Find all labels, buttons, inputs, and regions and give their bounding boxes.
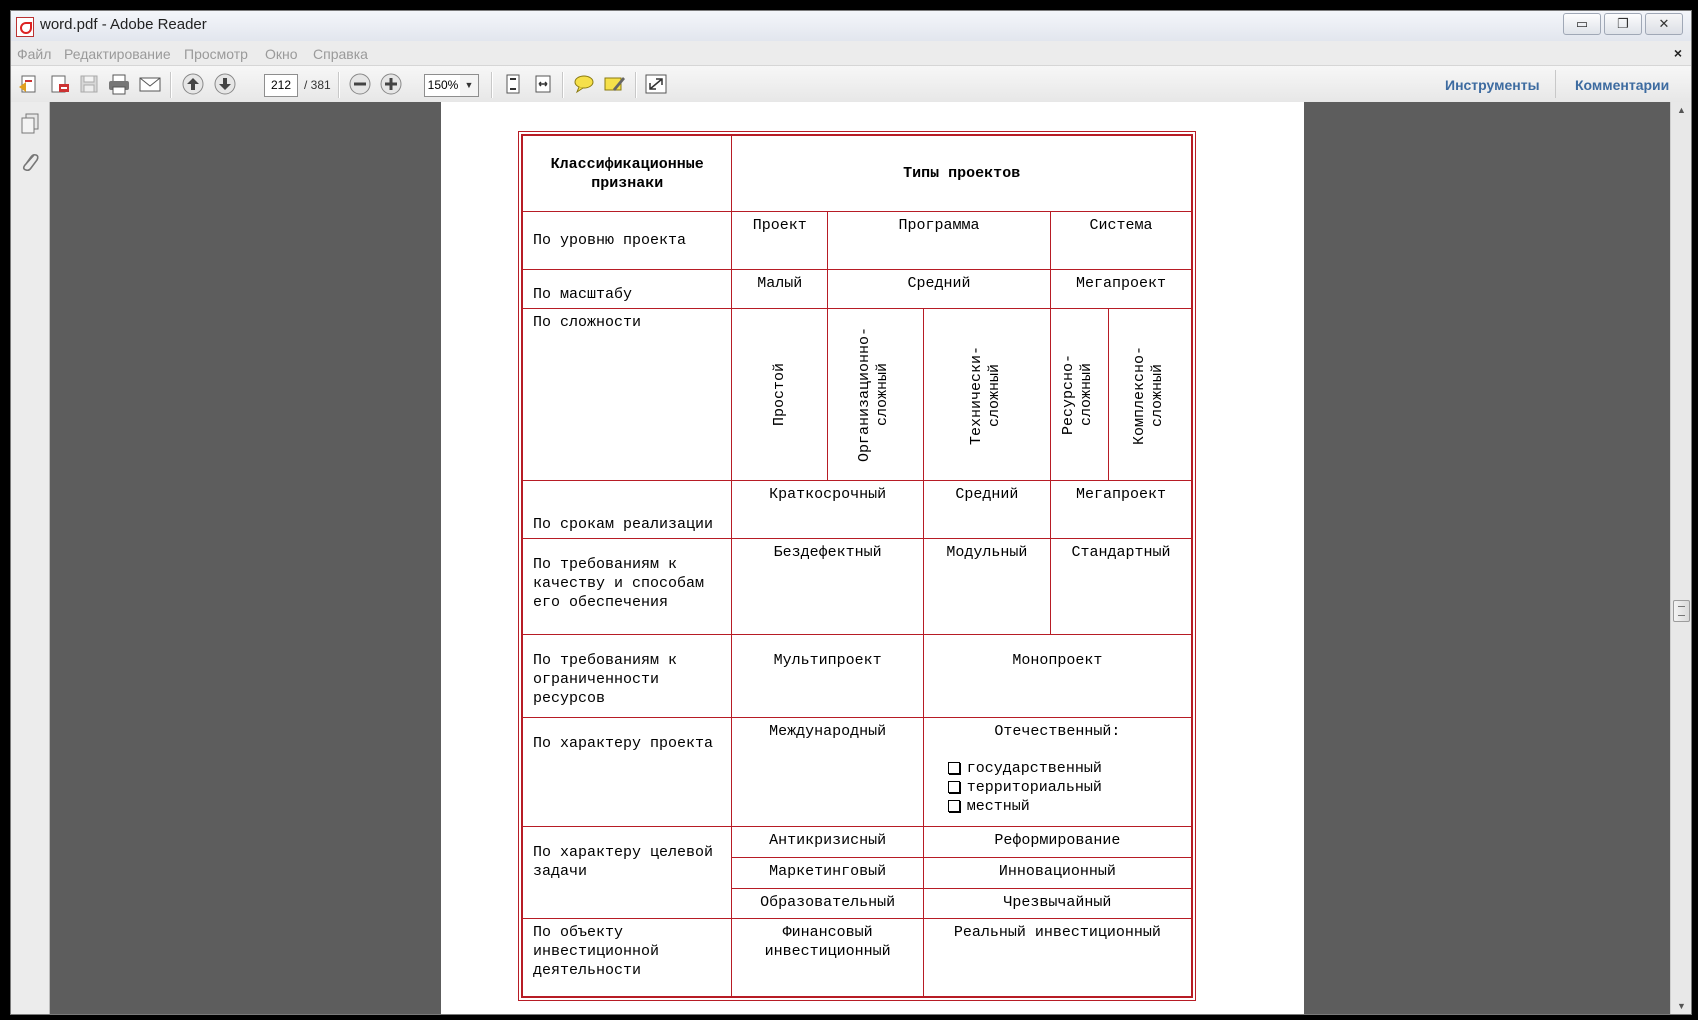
table-cell: Монопроект bbox=[923, 634, 1192, 717]
email-icon[interactable] bbox=[138, 73, 162, 95]
table-row bbox=[522, 308, 1192, 480]
list-item-label: территориальный bbox=[966, 778, 1102, 796]
table-cell: Проект bbox=[732, 212, 828, 269]
scroll-up-icon[interactable]: ▲ bbox=[1677, 105, 1686, 115]
table-cell: Чрезвычайный bbox=[923, 888, 1192, 918]
table-row bbox=[522, 212, 1192, 269]
window-title: word.pdf - Adobe Reader bbox=[40, 16, 207, 33]
zoom-level-input[interactable]: 150% bbox=[424, 74, 462, 97]
table-cell bbox=[923, 717, 1192, 827]
vertical-text: Комплексно-сложный bbox=[1130, 345, 1166, 445]
checkbox-icon bbox=[948, 762, 960, 774]
zoom-in-icon[interactable] bbox=[379, 73, 403, 95]
title-bar bbox=[11, 11, 1691, 41]
checkbox-icon bbox=[948, 781, 960, 793]
open-icon[interactable] bbox=[47, 73, 71, 95]
fit-width-icon[interactable] bbox=[531, 73, 555, 95]
vertical-text: Технически-сложный bbox=[967, 345, 1003, 445]
table-row bbox=[522, 481, 1192, 538]
list-item bbox=[948, 759, 1187, 778]
table-cell bbox=[1108, 308, 1192, 480]
table-cell: Антикризисный bbox=[732, 827, 923, 858]
attachments-icon[interactable] bbox=[19, 150, 41, 174]
close-document-icon[interactable]: × bbox=[1673, 45, 1682, 61]
row-label: По уровню проекта bbox=[522, 212, 732, 269]
table-row bbox=[522, 269, 1192, 308]
table-cell: Мультипроект bbox=[732, 634, 923, 717]
row-label: По объекту инвестиционной деятельности bbox=[522, 918, 732, 997]
row-label: По срокам реализации bbox=[522, 481, 732, 538]
table-header-row bbox=[522, 135, 1192, 212]
table-cell: Программа bbox=[828, 212, 1051, 269]
zoom-dropdown-icon[interactable]: ▼ bbox=[460, 74, 479, 97]
vertical-text: Ресурсно-сложный bbox=[1060, 354, 1096, 436]
table-row bbox=[522, 918, 1192, 997]
print-icon[interactable] bbox=[107, 73, 131, 95]
fit-page-icon[interactable] bbox=[501, 73, 525, 95]
comment-icon[interactable] bbox=[572, 73, 596, 95]
row-label: По масштабу bbox=[522, 269, 732, 308]
table-cell: Международный bbox=[732, 717, 923, 827]
vertical-text: Простой bbox=[770, 363, 788, 427]
header-criteria: Классификационные признаки bbox=[522, 135, 732, 212]
domestic-sublist bbox=[948, 759, 1187, 816]
table-cell: Модульный bbox=[923, 538, 1050, 634]
app-window bbox=[10, 10, 1692, 1015]
classification-table bbox=[521, 134, 1193, 998]
table-row bbox=[522, 634, 1192, 717]
row-label: По характеру целевой задачи bbox=[522, 827, 732, 919]
table-cell: Инновационный bbox=[923, 858, 1192, 889]
table-cell: Бездефектный bbox=[732, 538, 923, 634]
table-cell bbox=[732, 308, 828, 480]
row-label: По характеру проекта bbox=[522, 717, 732, 827]
toolbar bbox=[11, 65, 1691, 103]
menu-edit[interactable]: Редактирование bbox=[64, 46, 171, 62]
menu-file[interactable]: Файл bbox=[17, 46, 52, 62]
list-item bbox=[948, 778, 1187, 797]
document-view[interactable] bbox=[50, 102, 1670, 1014]
table-cell: Средний bbox=[923, 481, 1050, 538]
vertical-text: Организационно-сложный bbox=[856, 327, 892, 463]
menu-view[interactable]: Просмотр bbox=[184, 46, 248, 62]
scroll-down-icon[interactable]: ▼ bbox=[1677, 1001, 1686, 1011]
zoom-out-icon[interactable] bbox=[348, 73, 372, 95]
highlight-icon[interactable] bbox=[603, 73, 627, 95]
fullscreen-icon[interactable] bbox=[644, 73, 668, 95]
table-cell: Мегапроект bbox=[1051, 269, 1192, 308]
row-label: По требованиям к качеству и способам его обеспечения bbox=[522, 538, 732, 634]
table-cell: Реальный инвестиционный bbox=[923, 918, 1192, 997]
table-cell: Образовательный bbox=[732, 888, 923, 918]
pdf-page bbox=[441, 102, 1304, 1014]
table-cell: Средний bbox=[828, 269, 1051, 308]
create-pdf-icon[interactable] bbox=[17, 73, 41, 95]
row-label: По сложности bbox=[522, 308, 732, 480]
row-label: По требованиям к ограниченности ресурсов bbox=[522, 634, 732, 717]
navigation-panel bbox=[11, 102, 50, 1014]
table-cell bbox=[923, 308, 1050, 480]
list-item-label: государственный bbox=[966, 759, 1102, 777]
prev-page-icon[interactable] bbox=[181, 73, 205, 95]
vertical-scrollbar[interactable] bbox=[1670, 102, 1692, 1014]
pages-icon[interactable] bbox=[19, 112, 41, 136]
list-item bbox=[948, 797, 1187, 816]
table-cell: Маркетинговый bbox=[732, 858, 923, 889]
save-icon[interactable] bbox=[77, 73, 101, 95]
adobe-reader-icon bbox=[16, 17, 34, 37]
close-button[interactable]: ✕ bbox=[1645, 13, 1683, 35]
minimize-button[interactable]: ▭ bbox=[1563, 13, 1601, 35]
tools-button[interactable]: Инструменты bbox=[1445, 77, 1540, 93]
table-cell bbox=[828, 308, 924, 480]
menu-help[interactable]: Справка bbox=[313, 46, 368, 62]
table-cell: Система bbox=[1051, 212, 1192, 269]
next-page-icon[interactable] bbox=[213, 73, 237, 95]
table-cell: Финансовый инвестиционный bbox=[732, 918, 923, 997]
table-cell: Малый bbox=[732, 269, 828, 308]
page-number-input[interactable]: 212 bbox=[264, 74, 298, 97]
domestic-label: Отечественный: bbox=[994, 722, 1121, 740]
header-types: Типы проектов bbox=[732, 135, 1192, 212]
table-cell: Стандартный bbox=[1051, 538, 1192, 634]
table-row bbox=[522, 827, 1192, 858]
restore-button[interactable]: ❐ bbox=[1604, 13, 1642, 35]
scroll-thumb[interactable] bbox=[1673, 600, 1690, 622]
page-total: / 381 bbox=[304, 78, 331, 92]
checkbox-icon bbox=[948, 800, 960, 812]
list-item-label: местный bbox=[966, 797, 1030, 815]
menu-bar bbox=[11, 41, 1691, 65]
table-row bbox=[522, 717, 1192, 827]
comments-button[interactable]: Комментарии bbox=[1575, 77, 1670, 93]
table-cell: Мегапроект bbox=[1051, 481, 1192, 538]
table-row bbox=[522, 538, 1192, 634]
table-cell: Реформирование bbox=[923, 827, 1192, 858]
menu-window[interactable]: Окно bbox=[265, 46, 298, 62]
table-cell bbox=[1051, 308, 1109, 480]
table-cell: Краткосрочный bbox=[732, 481, 923, 538]
